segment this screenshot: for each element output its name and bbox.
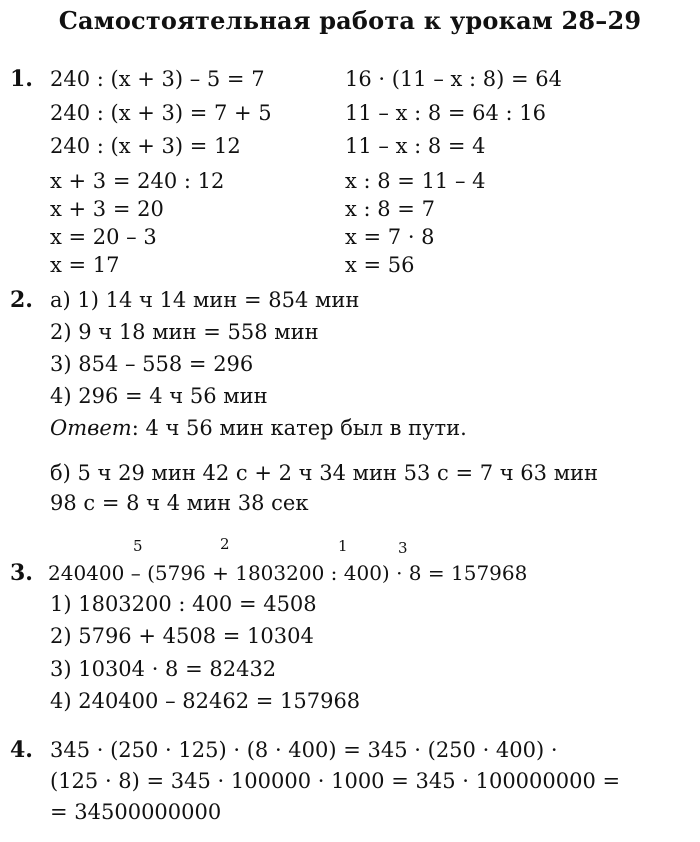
task-3-expression: 240400 – (5796 + 1803200 : 400) · 8 = 157968 bbox=[48, 561, 528, 585]
task-1-left-line: x = 20 – 3 bbox=[50, 225, 157, 249]
task-1-number: 1. bbox=[10, 66, 33, 92]
answer-text: : 4 ч 56 мин катер был в пути. bbox=[131, 416, 467, 440]
task-1-right-line: 16 · (11 – x : 8) = 64 bbox=[345, 67, 563, 91]
task-1-right-line: x : 8 = 7 bbox=[345, 197, 435, 221]
task-3-step: 4) 240400 – 82462 = 157968 bbox=[50, 689, 361, 713]
task-1-left-line: x + 3 = 240 : 12 bbox=[50, 169, 225, 193]
task-1-right-line: x = 56 bbox=[345, 253, 415, 277]
task-1-right-line: 11 – x : 8 = 64 : 16 bbox=[345, 101, 547, 125]
task-2a-line: 4) 296 = 4 ч 56 мин bbox=[50, 384, 268, 408]
page-title: Самостоятельная работа к урокам 28–29 bbox=[58, 6, 642, 35]
task-3-step: 1) 1803200 : 400 = 4508 bbox=[50, 592, 317, 616]
task-4-line: (125 · 8) = 345 · 100000 · 1000 = 345 · 100000000 = bbox=[50, 769, 621, 793]
task-2a-line: 2) 9 ч 18 мин = 558 мин bbox=[50, 320, 319, 344]
task-4-line: 345 · (250 · 125) · (8 · 400) = 345 · (250 · 400) · bbox=[50, 738, 558, 762]
task-1-left-line: x = 17 bbox=[50, 253, 120, 277]
task-2a-line: 3) 854 – 558 = 296 bbox=[50, 352, 254, 376]
task-1-right-line: x : 8 = 11 – 4 bbox=[345, 169, 486, 193]
task-1-left-line: 240 : (x + 3) = 12 bbox=[50, 134, 241, 158]
order-mark: 2 bbox=[220, 535, 230, 553]
task-3-number: 3. bbox=[10, 560, 33, 586]
task-1-left-line: 240 : (x + 3) – 5 = 7 bbox=[50, 67, 265, 91]
task-2a-line: а) 1) 14 ч 14 мин = 854 мин bbox=[50, 288, 360, 312]
order-mark: 1 bbox=[338, 537, 348, 555]
task-1-right-line: 11 – x : 8 = 4 bbox=[345, 134, 486, 158]
task-1-left-line: 240 : (x + 3) = 7 + 5 bbox=[50, 101, 272, 125]
answer-label: Ответ bbox=[50, 416, 132, 440]
task-4-line: = 34500000000 bbox=[50, 800, 222, 824]
task-2b-line: 98 с = 8 ч 4 мин 38 сек bbox=[50, 491, 309, 515]
task-2-number: 2. bbox=[10, 287, 33, 313]
task-2b-line: б) 5 ч 29 мин 42 с + 2 ч 34 мин 53 с = 7 ч 63 мин bbox=[50, 461, 599, 485]
order-mark: 3 bbox=[398, 539, 408, 557]
order-mark: 5 bbox=[133, 537, 143, 555]
task-1-right-line: x = 7 · 8 bbox=[345, 225, 435, 249]
task-2a-answer bbox=[50, 415, 467, 441]
task-3-step: 2) 5796 + 4508 = 10304 bbox=[50, 624, 314, 648]
task-4-number: 4. bbox=[10, 737, 33, 763]
task-3-step: 3) 10304 · 8 = 82432 bbox=[50, 657, 277, 681]
task-1-left-line: x + 3 = 20 bbox=[50, 197, 164, 221]
